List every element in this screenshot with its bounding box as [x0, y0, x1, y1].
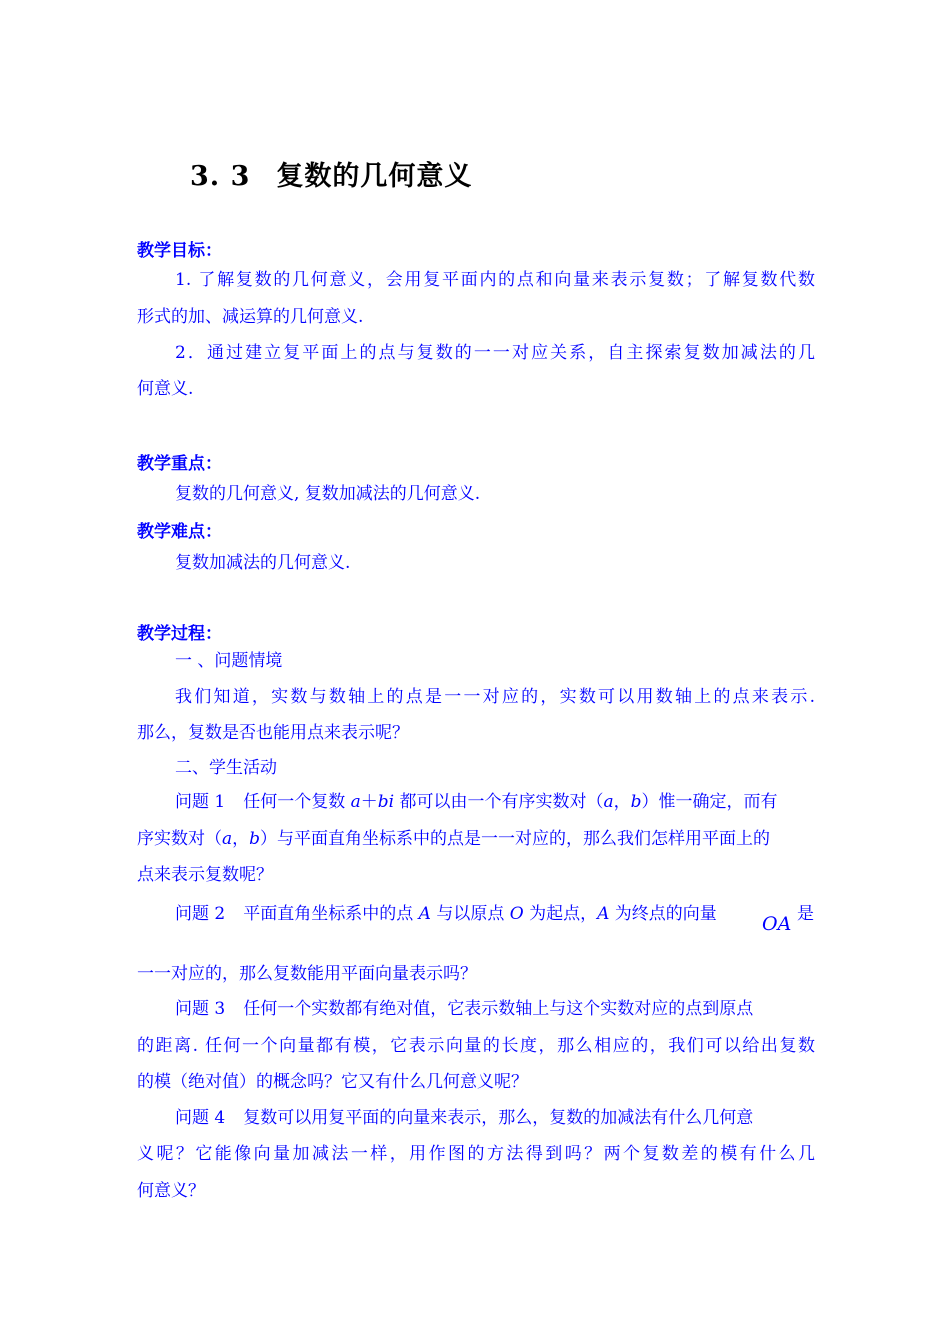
question-2-text-b: 与以原点: [430, 904, 510, 924]
question-2-text-c: 为起点，: [523, 904, 598, 924]
question-1-text-a: 任何一个复数: [243, 792, 351, 812]
question-1-text-e: ）与平面直角坐标系中的点是一一对应的，那么我们怎样用平面上的: [260, 829, 771, 849]
math-comma: ，: [613, 792, 631, 812]
question-2-text-a: 平面直角坐标系中的点: [243, 904, 419, 924]
difficulties-heading: 教学难点：: [137, 522, 222, 542]
question-1-label: 问题 1: [175, 792, 226, 812]
objective-1-line-2: 形式的加、减运算的几何意义.: [137, 307, 364, 327]
question-1-line-1: [175, 791, 778, 813]
question-2-label: 问题 2: [175, 904, 226, 924]
question-1-text-c: ）惟一确定，而有: [641, 792, 778, 812]
objective-1-line-1: 1. 了解复数的几何意义，会用复平面内的点和向量来表示复数；了解复数代数: [175, 270, 815, 290]
question-1-line-3: 点来表示复数呢？: [137, 865, 273, 885]
math-b: b: [377, 792, 389, 812]
key-points-heading: 教学重点：: [137, 454, 222, 474]
point-a-2: A: [597, 904, 610, 924]
question-3-line-3: 的模（绝对值）的概念吗？它又有什么几何意义呢？: [137, 1072, 528, 1092]
question-3-text-1: 任何一个实数都有绝对值，它表示数轴上与这个实数对应的点到原点: [243, 999, 754, 1019]
math-plus: ＋: [360, 792, 378, 812]
section-1-line-2: 那么，复数是否也能用点来表示呢？: [137, 723, 409, 743]
point-a: A: [418, 904, 431, 924]
question-4-line-3: 何意义？: [137, 1181, 205, 1201]
math-i: i: [388, 792, 395, 812]
objective-2-line-2: 何意义.: [137, 379, 194, 399]
math-pair-a-2: a: [222, 829, 233, 849]
question-3-label: 问题 3: [175, 999, 226, 1019]
section-1-title: 一 、问题情境: [175, 651, 283, 671]
objective-2-line-1: 2．通过建立复平面上的点与复数的一一对应关系，自主探索复数加减法的几: [175, 343, 815, 363]
question-2-line-2: 一一对应的，那么复数能用平面向量表示吗？: [137, 964, 477, 984]
math-pair-a: a: [603, 792, 614, 812]
math-pair-b-2: b: [249, 829, 261, 849]
question-4-label: 问题 4: [175, 1108, 226, 1128]
vector-oa: OA: [762, 913, 792, 935]
section-number: 3. 3: [190, 161, 251, 192]
math-comma-2: ，: [232, 829, 250, 849]
question-1-line-2: [137, 828, 770, 850]
question-1-text-b: 都可以由一个有序实数对（: [394, 792, 604, 812]
question-2-text-d: 为终点的向量: [609, 904, 717, 924]
key-points-text: 复数的几何意义, 复数加减法的几何意义.: [175, 484, 481, 504]
question-2-text-e: 是: [797, 904, 814, 924]
question-1-text-d: 序实数对（: [137, 829, 222, 849]
difficulties-text: 复数加减法的几何意义.: [175, 553, 351, 573]
question-4-text-1: 复数可以用复平面的向量来表示，那么，复数的加减法有什么几何意: [243, 1108, 754, 1128]
math-pair-b: b: [630, 792, 642, 812]
section-1-line-1: 我们知道，实数与数轴上的点是一一对应的，实数可以用数轴上的点来表示.: [175, 687, 815, 707]
math-a: a: [350, 792, 361, 812]
section-2-title: 二、学生活动: [175, 758, 277, 778]
page-title: [190, 154, 472, 193]
title-text: 复数的几何意义: [276, 161, 473, 192]
process-heading: 教学过程：: [137, 624, 222, 644]
question-3-line-2: 的距离. 任何一个向量都有模，它表示向量的长度，那么相应的，我们可以给出复数: [137, 1036, 815, 1056]
point-o: O: [509, 904, 524, 924]
question-4-line-1: [175, 1107, 753, 1129]
question-4-line-2: 义呢？它能像向量加减法一样，用作图的方法得到吗？两个复数差的模有什么几: [137, 1144, 815, 1164]
question-3-line-1: [175, 998, 753, 1020]
objectives-heading: 教学目标：: [137, 241, 222, 261]
question-2-line-1: [175, 903, 717, 925]
